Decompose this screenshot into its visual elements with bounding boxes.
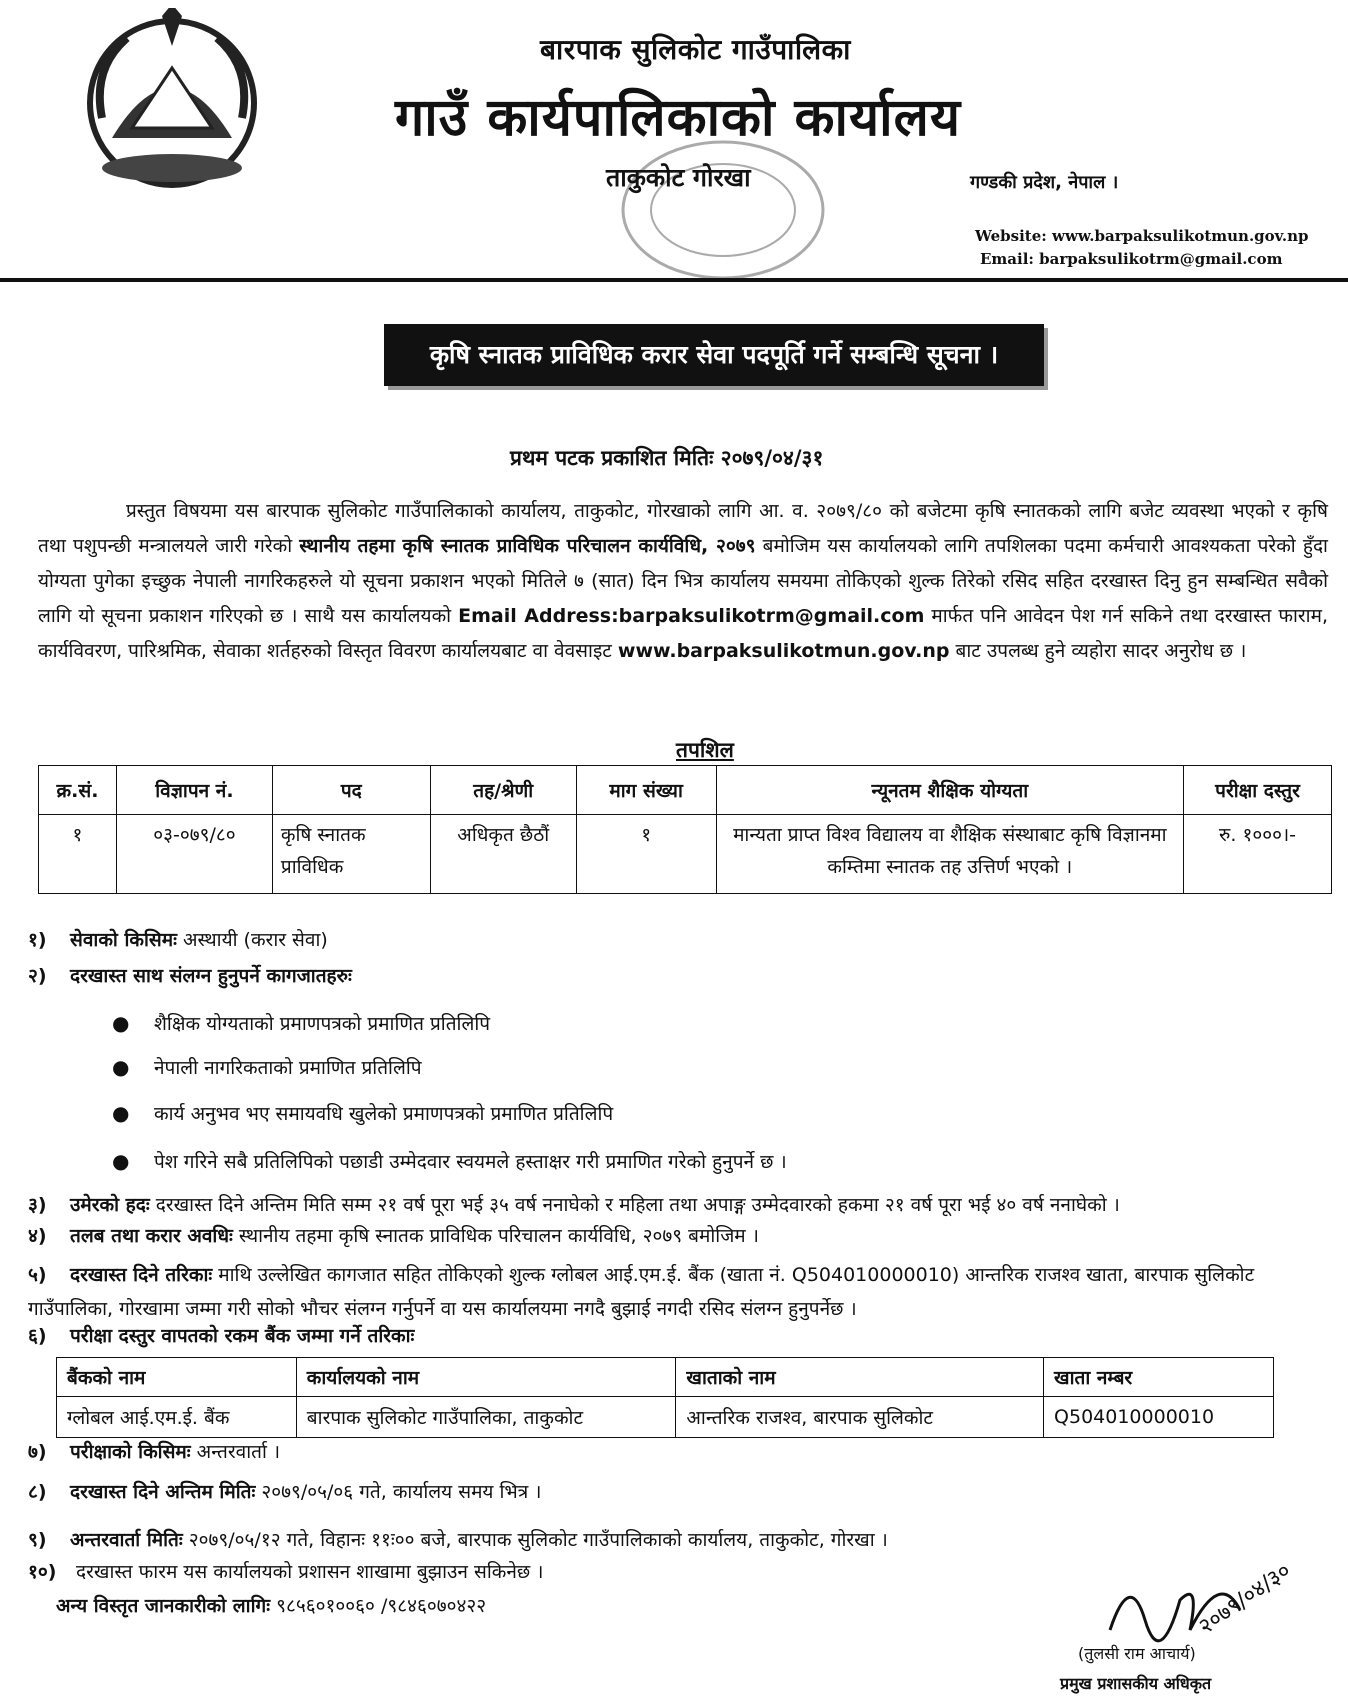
table-cell: अधिकृत छैठौं — [430, 815, 576, 894]
item-text: २०७९/०५/०६ गते, कार्यालय समय भित्र । — [255, 1481, 542, 1503]
table-cell: आन्तरिक राजश्व, बारपाक सुलिकोट — [676, 1397, 1044, 1438]
intro-text-1: प्रस्तुत विषयमा यस बारपाक सुलिकोट गाउँपालिकाको कार्यालय, ताकुकोट, गोरखाको लागि आ. व. २०७९/८० को बजेटमा कृषि स्नातकको लागि बजेट व्यवस्था भएको र कृषि तथा पशुपन्छी मन्त्रालयले जारी गरेको — [38, 500, 1328, 557]
item-number: ४) — [28, 1225, 47, 1247]
item-number: ६) — [28, 1325, 47, 1347]
item-text: स्थानीय तहमा कृषि स्नातक प्राविधिक परिचालन कार्यविधि, २०७९ बमोजिम । — [232, 1225, 759, 1247]
signer-title: प्रमुख प्रशासकीय अधिकृत — [1060, 1674, 1212, 1693]
item-label: तलब तथा करार अवधिः — [70, 1225, 233, 1247]
table-cell: कृषि स्नातक प्राविधिक — [272, 815, 430, 894]
bullet-icon: ● — [112, 1101, 130, 1125]
table-header: माग संख्या — [576, 766, 716, 815]
bullet-text: कार्य अनुभव भए समायवधि खुलेको प्रमाणपत्रको प्रमाणित प्रतिलिपि — [154, 1103, 614, 1125]
item-number: ८) — [28, 1481, 47, 1503]
item-label: दरखास्त दिने तरिकाः — [70, 1264, 213, 1286]
table-cell: १ — [39, 815, 117, 894]
bullet-icon: ● — [112, 1011, 130, 1035]
intro-bold-website: www.barpaksulikotmun.gov.np — [617, 640, 950, 662]
municipality-name: बारपाक सुलिकोट गाउँपालिका — [540, 33, 851, 66]
table-row — [57, 1397, 1274, 1438]
item-number: ७) — [28, 1441, 47, 1463]
list-item — [112, 1148, 787, 1174]
contact-line — [56, 1592, 486, 1618]
list-item-6 — [28, 1322, 414, 1348]
website-text: Website: www.barpaksulikotmun.gov.np — [975, 227, 1309, 245]
list-item — [112, 1054, 422, 1080]
province-label: गण्डकी प्रदेश, नेपाल । — [970, 172, 1119, 193]
intro-text-2: बमोजिम यस कार्यालयको लागि तपशिलका पदमा कर्मचारी आवश्यकता परेको हुँदा योग्यता पुगेका इच्छुक नेपाली नागरिकहरुले यो सूचना प्रकाशन भएको मितिले ७ (सात) दिन भित्र कार्यालय समयमा तोकिएको शुल्क तिरेको रसिद सहित दरखास्त दिनु हुन सम्बन्धित सवैको लागि यो सूचना प्रकाशन गरिएको छ । साथै यस कार्यालयको — [38, 535, 1328, 627]
item-text: दरखास्त दिने अन्तिम मिति सम्म २१ वर्ष पूरा भई ३५ वर्ष ननाघेको र महिला तथा अपाङ्ग उम्मेदवारको हकमा २१ वर्ष पूरा भई ४० वर्ष ननाघेको । — [149, 1194, 1120, 1216]
list-item — [112, 1100, 613, 1126]
table-row — [39, 815, 1332, 894]
bullet-text: पेश गरिने सबै प्रतिलिपिको पछाडी उम्मेदवार स्वयमले हस्ताक्षर गरी प्रमाणित गरेको हुनुपर्ने छ । — [154, 1151, 787, 1173]
table-header: खाता नम्बर — [1044, 1358, 1274, 1397]
nepal-government-emblem-icon — [72, 8, 272, 193]
table-header: तह/श्रेणी — [430, 766, 576, 815]
item-text: अन्तरवार्ता । — [190, 1441, 281, 1463]
list-item-2 — [28, 962, 352, 988]
list-item-3 — [28, 1188, 1328, 1222]
bullet-text: नेपाली नागरिकताको प्रमाणित प्रतिलिपि — [154, 1057, 422, 1079]
list-item-9 — [28, 1526, 888, 1552]
item-label: सेवाको किसिमः — [70, 929, 177, 951]
item-label: दरखास्त दिने अन्तिम मितिः — [70, 1481, 256, 1503]
office-location: ताकुकोट गोरखा — [606, 163, 751, 192]
handwritten-signature-icon — [1090, 1510, 1320, 1650]
table-cell: मान्यता प्राप्त विश्व विद्यालय वा शैक्षिक संस्थाबाट कृषि विज्ञानमा कम्तिमा स्नातक तह उत्तिर्ण भएको । — [716, 815, 1183, 894]
table-header-row — [39, 766, 1332, 815]
item-number: ३) — [28, 1194, 47, 1216]
bullet-icon: ● — [112, 1055, 130, 1079]
intro-bold-email: Email Address:barpaksulikotrm@gmail.com — [458, 605, 925, 627]
bullet-text: शैक्षिक योग्यताको प्रमाणपत्रको प्रमाणित प्रतिलिपि — [154, 1013, 491, 1035]
item-number: ५) — [28, 1264, 47, 1286]
list-item-7 — [28, 1438, 280, 1464]
table-cell: रु. १०००।- — [1184, 815, 1332, 894]
contact-numbers: ९८५६०१००६० /९८४६०७०४२२ — [270, 1595, 487, 1617]
table-header: बैंकको नाम — [57, 1358, 297, 1397]
table-cell: Q504010000010 — [1044, 1397, 1274, 1438]
item-label: उमेरको हदः — [70, 1194, 150, 1216]
item-number: २) — [28, 965, 47, 987]
office-stamp-icon — [615, 135, 830, 285]
notice-title: कृषि स्नातक प्राविधिक करार सेवा पदपूर्ति गर्ने सम्बन्धि सूचना । — [429, 340, 999, 369]
post-details-table — [38, 765, 1332, 894]
email-text: Email: barpaksulikotrm@gmail.com — [980, 250, 1283, 268]
signature-date: २०७९/०४/३० — [1194, 1558, 1296, 1640]
item-number: १) — [28, 929, 47, 951]
item-text: २०७९/०५/१२ गते, विहानः ११ः०० बजे, बारपाक सुलिकोट गाउँपालिकाको कार्यालय, ताकुकोट, गोरखा । — [182, 1529, 888, 1551]
list-item-5 — [28, 1258, 1328, 1326]
table-cell: ०३-०७९/८० — [116, 815, 272, 894]
contact-label: अन्य विस्तृत जानकारीको लागिः — [56, 1595, 271, 1617]
item-text: अस्थायी (करार सेवा) — [176, 929, 328, 951]
bank-details-table — [56, 1357, 1274, 1438]
intro-bold-procedure: स्थानीय तहमा कृषि स्नातक प्राविधिक परिचालन कार्यविधि, २०७९ — [299, 535, 756, 557]
table-header: खाताको नाम — [676, 1358, 1044, 1397]
table-header-row — [57, 1358, 1274, 1397]
list-item-8 — [28, 1478, 542, 1504]
list-item — [112, 1010, 490, 1036]
item-number: ९) — [28, 1529, 47, 1551]
table-cell: १ — [576, 815, 716, 894]
bullet-icon: ● — [112, 1149, 130, 1173]
item-label: परीक्षाको किसिमः — [70, 1441, 191, 1463]
table-header: क्र.सं. — [39, 766, 117, 815]
item-text: माथि उल्लेखित कागजात सहित तोकिएको शुल्क ग्लोबल आई.एम.ई. बैंक (खाता नं. Q504010000010) आन्तरिक राजश्व खाता, बारपाक सुलिकोट गाउँपालिका, गोरखामा जम्मा गरी सोको भौचर संलग्न गर्नुपर्ने वा यस कार्यालयमा नगदै बुझाई नगदी रसिद संलग्न हुनुपर्नेछ । — [28, 1264, 1255, 1320]
table-header: विज्ञापन नं. — [116, 766, 272, 815]
publish-date: प्रथम पटक प्रकाशित मितिः २०७९/०४/३१ — [510, 446, 824, 470]
item-label: दरखास्त साथ संलग्न हुनुपर्ने कागजातहरुः — [70, 965, 352, 987]
list-item-10 — [28, 1558, 543, 1584]
table-cell: ग्लोबल आई.एम.ई. बैंक — [57, 1397, 297, 1438]
table-header: कार्यालयको नाम — [296, 1358, 676, 1397]
table-header: न्यूनतम शैक्षिक योग्यता — [716, 766, 1183, 815]
item-number: १०) — [28, 1561, 57, 1583]
list-item-1 — [28, 926, 328, 952]
table-cell: बारपाक सुलिकोट गाउँपालिका, ताकुकोट — [296, 1397, 676, 1438]
intro-paragraph — [38, 494, 1328, 669]
signer-name: (तुलसी राम आचार्य) — [1078, 1644, 1196, 1663]
intro-text-4: बाट उपलब्ध हुने व्यहोरा सादर अनुरोध छ । — [949, 640, 1247, 662]
item-label: परीक्षा दस्तुर वापतको रकम बैंक जम्मा गर्ने तरिकाः — [70, 1325, 415, 1347]
item-text: दरखास्त फारम यस कार्यालयको प्रशासन शाखामा बुझाउन सकिनेछ । — [70, 1561, 544, 1583]
table-header: पद — [272, 766, 430, 815]
item-label: अन्तरवार्ता मितिः — [70, 1529, 183, 1551]
schedule-heading: तपशिल — [676, 738, 734, 762]
table-header: परीक्षा दस्तुर — [1184, 766, 1332, 815]
header-divider — [0, 278, 1348, 282]
office-name: गाउँ कार्यपालिकाको कार्यालय — [395, 88, 961, 148]
intro-text-3: मार्फत पनि आवेदन पेश गर्न सकिने तथा दरखास्त फाराम, कार्यविवरण, पारिश्रमिक, सेवाका शर्तहरुको विस्तृत विवरण कार्यालयबाट वा वेवसाइट — [38, 605, 1328, 662]
list-item-4 — [28, 1222, 759, 1248]
